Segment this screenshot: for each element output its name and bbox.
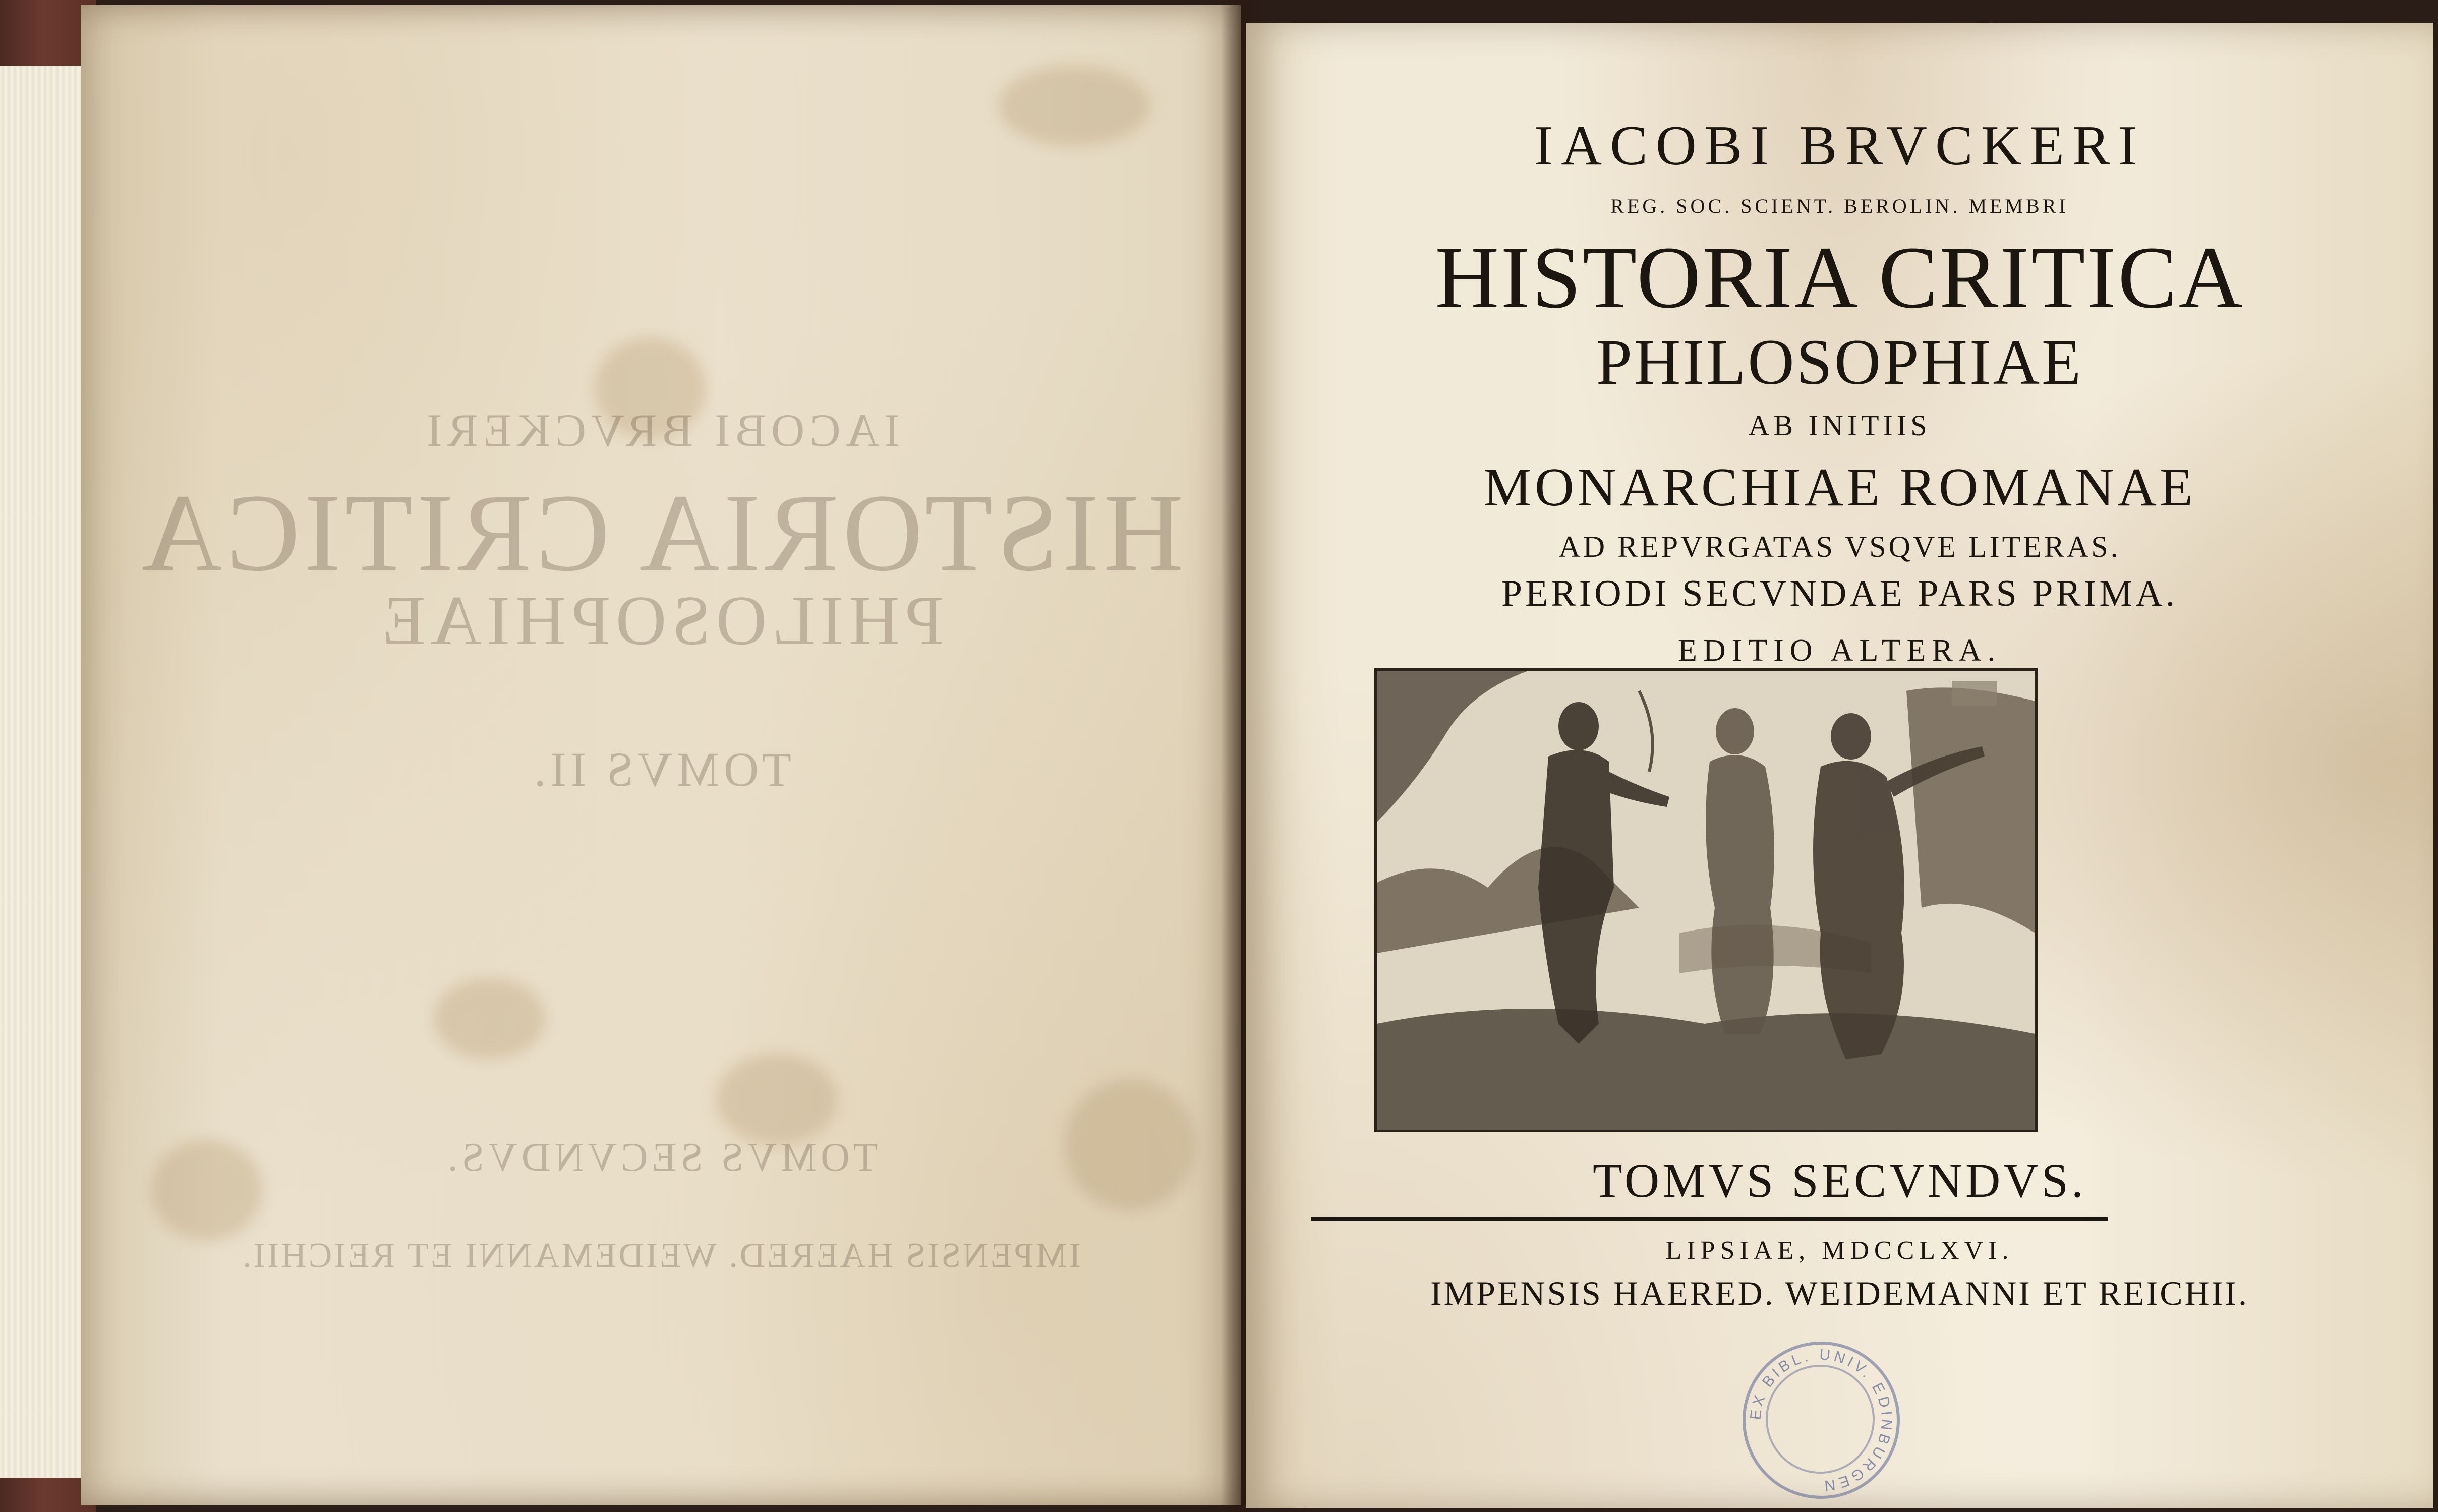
bleed-imprint: IMPENSIS HAERED. WEIDEMANNI ET REICHII. — [240, 1236, 1081, 1275]
subtitle-ab-initiis: AB INITIIS — [1748, 409, 1931, 442]
horizontal-rule — [1311, 1217, 2108, 1221]
bleed-title: HISTORIA CRITICA — [138, 471, 1184, 594]
volume-label: TOMVS SECVNDVS. — [1592, 1153, 2087, 1207]
show-through-text — [81, 5, 1241, 1505]
place-and-date: LIPSIAE, MDCCLXVI. — [1665, 1236, 2014, 1265]
verso-page — [81, 5, 1241, 1505]
book-title: HISTORIA CRITICA — [1435, 228, 2244, 327]
engraving-illustration — [1377, 671, 2035, 1130]
subtitle-periodi: PERIODI SECVNDAE PARS PRIMA. — [1501, 573, 2178, 614]
library-stamp — [1743, 1342, 1900, 1499]
publisher-imprint: IMPENSIS HAERED. WEIDEMANNI ET REICHII. — [1430, 1274, 2249, 1312]
edition-line: EDITIO ALTERA. — [1678, 633, 2001, 668]
subtitle-monarchiae: MONARCHIAE ROMANAE — [1483, 457, 2196, 517]
bleed-tomus: TOMVS SECVNDVS. — [443, 1135, 878, 1180]
author-name: IACOBI BRVCKERI — [1534, 114, 2145, 177]
svg-text:EX BIBL. UNIV. EDINBURGEN: EX BIBL. UNIV. EDINBURGEN — [1747, 1346, 1895, 1494]
frontispiece-engraving — [1374, 668, 2038, 1132]
bleed-author: IACOBI BRVCKERI — [422, 404, 900, 456]
stamp-seal-lettering — [1743, 1342, 1900, 1499]
bleed-volume: TOMVS II. — [530, 742, 792, 796]
author-membership: REG. SOC. SCIENT. BEROLIN. MEMBRI — [1610, 195, 2069, 217]
book-title-line2: PHILOSOPHIAE — [1596, 326, 2083, 398]
title-page — [1246, 23, 2433, 1508]
subtitle-ad-repurgatas: AD REPVRGATAS VSQVE LITERAS. — [1558, 530, 2121, 563]
bleed-subtitle: PHILOSOPHIAE — [377, 581, 944, 660]
